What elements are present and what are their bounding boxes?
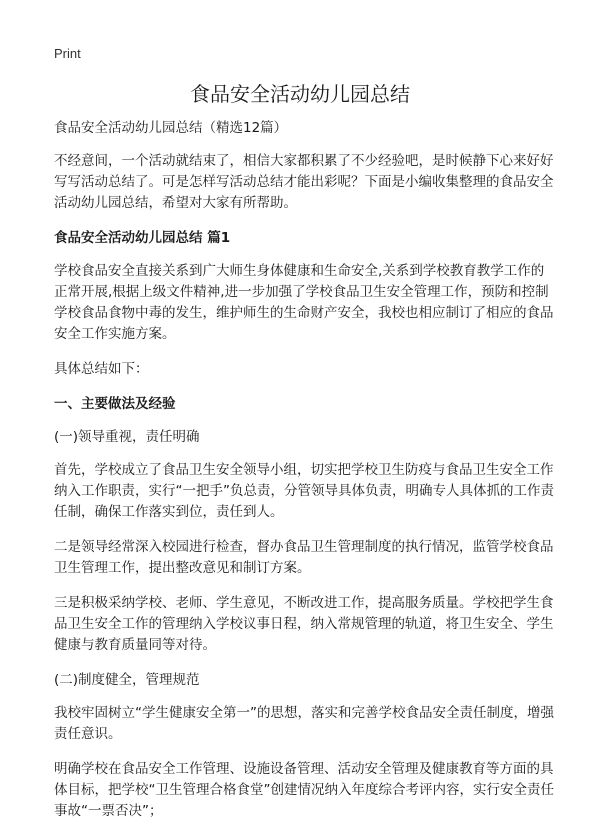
section-heading: 食品安全活动幼儿园总结 篇1 (54, 230, 231, 246)
paragraph-2: 具体总结如下： (54, 361, 149, 377)
document-title: 食品安全活动幼儿园总结 (190, 82, 410, 106)
document-subtitle: 食品安全活动幼儿园总结（精选12篇） (54, 120, 288, 136)
intro-paragraph: 不经意间，一个活动就结束了，相信大家都积累了不少经验吧，是时候静下心来好好写写活动总结了。可是怎样写活动总结才能出彩呢？下面是小编收集整理的食品安全活动幼儿园总结，希望对大家有所帮助。 (54, 153, 554, 211)
paragraph-4: 二是领导经常深入校园进行检查，督办食品卫生管理制度的执行情况，监管学校食品卫生管理工作，提出整改意见和制订方案。 (54, 539, 554, 576)
main-heading: 一、主要做法及经验 (54, 396, 176, 412)
paragraph-7: 明确学校在食品安全工作管理、设施设备管理、活动安全管理及健康教育等方面的具体目标，把学校“卫生管理合格食堂”创建情况纳入年度综合考评内容，实行安全责任事故“一票否决”； (54, 761, 554, 819)
subheading-1: (一)领导重视，责任明确 (54, 429, 200, 445)
paragraph-6: 我校牢固树立“学生健康安全第一”的思想，落实和完善学校食品安全责任制度，增强责任意识。 (54, 705, 554, 742)
paragraph-5: 三是积极采纳学校、老师、学生意见，不断改进工作，提高服务质量。学校把学生食品卫生安全工作的管理纳入学校议事日程，纳入常规管理的轨道，将卫生安全、学生健康与教育质量同等对待。 (54, 595, 554, 653)
paragraph-3: 首先，学校成立了食品卫生安全领导小组，切实把学校卫生防疫与食品卫生安全工作纳入工作职责，实行“一把手”负总责，分管领导具体负责，明确专人具体抓的工作责任制，确保工作落实到位，责任到人。 (54, 462, 554, 520)
document-body (54, 118, 554, 836)
subheading-2: (二)制度健全，管理规范 (54, 672, 200, 688)
paragraph-1: 学校食品安全直接关系到广大师生身体健康和生命安全,关系到学校教育教学工作的正常开展,根据上级文件精神,进一步加强了学校食品卫生安全管理工作，预防和控制学校食品食物中毒的发生，维护师生的生命财产安全，我校也相应制订了相应的食品安全工作实施方案。 (54, 263, 554, 342)
print-label: Print (54, 46, 81, 61)
